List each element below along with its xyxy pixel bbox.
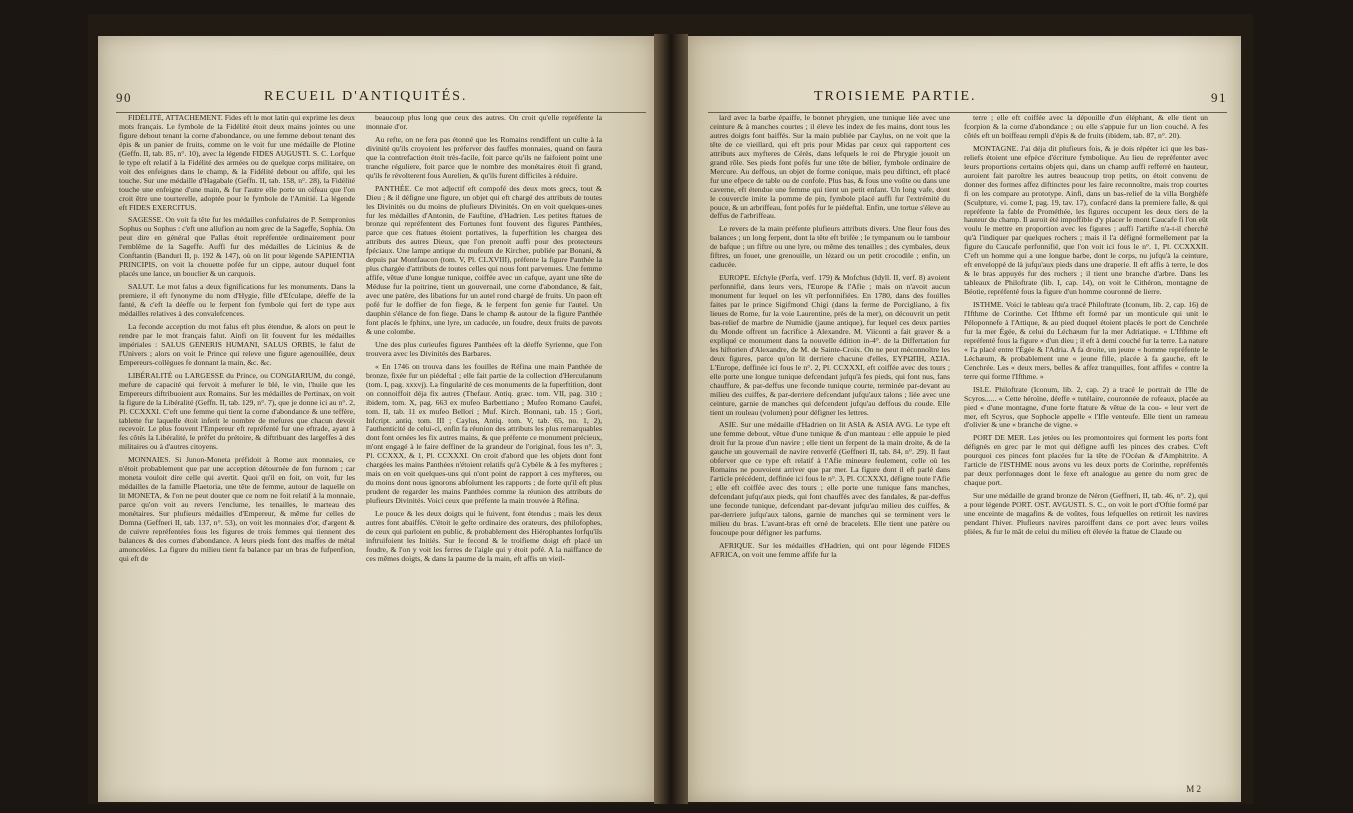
- book-spread: [88, 14, 1253, 804]
- left-page: [98, 36, 654, 802]
- paragraph: FIDÉLITÉ, ATTACHEMENT. Fides eft le mot latin qui exprime les deux mots français. Le fymbole de la Fidélité étoit deux mains jointes ou une figure debout tenant la corne d'abondance, ou une femme debout tenant des épis & un panier de fruits, comme on le voit fur une médaille de Plotine (Geffn. II, tab. 85, n°. 10), avec la légende FIDES AUGUSTI. S. C. Lorfque le type eft relatif à la Fidélité des armées ou de quelque corps militaire, on voit des enfeignes dans le champ, & la Fidélité debout ou affife, qui les touche. Sur une médaille d'Hagabale (Geffn. II, tab. 158, n°. 28), la Fidélité touche une enfeigne d'une main, & fur l'autre elle porte un oifeau que l'on croit être une tourterelle, adoptée pour le fymbole de l'Amitié. La légende eft FIDES EXERCITUS.: [119, 114, 355, 212]
- paragraph: ASIE. Sur une médaille d'Hadrien on lit ASIA & ASIA AVG. Le type eft une femme debout, vêtue d'une tunique & d'un manteau : elle appuie le pied droit fur la proue d'un navire ; elle tient un ferpent de la main droite, & de la gauche un gouvernail de navire renverfé (Geffneri II, tab. 84, n°. 29). Il faut obferver que ce type eft relatif à l'Afie mineure feulement, celle où les Romains ne pouvoient arriver que par mer. La figure dont il eft parlé dans l'article précédent, deffinée ici fous le n°. 3, Pl. CCXXXI, défigne toute l'Afie ; elle eft coiffée avec des tours ; elle porte une tunique fans manches, defcendant jufqu'aux pieds, qui font chauffés avec des fandales, & par-deffus une feconde tunique, defcendant par-devant jufqu'au milieu des cuiffes, & par-derriere jufqu'aux talons, garnie de manches qui se terminent vers le milieu du bras. L'avant-bras eft orné de bracelets. Elle tient une patère ou foucoupe pour défigner les parfums.: [710, 420, 950, 537]
- paragraph: AFRIQUE. Sur les médailles d'Hadrien, qui ont pour légende FIDES AFRICA, on voit une femme affife fur la: [710, 540, 950, 559]
- paragraph: SALUT. Le mot falus a deux fignifications fur les monuments. Dans la premiere, il eft fynonyme du nom d'Hygie, fille d'Efculape, déeffe de la fanté, & c'eft la déeffe ou le ferpent fon fymbole qui fert de type aux médailles relatives à des convalefcences.: [119, 282, 355, 319]
- paragraph: Le revers de la main préfente plufieurs attributs divers. Une fleur fous des balances ; un long ferpent, dont la tête eft brifée ; le tympanum ou le tambour de bafque ; un fiftre ou une lyre, ou même des tenailles ; des cymbales, deux fiftres, un fouet, une grenouille, un lézard ou un petit crocodile ; enfin, un caducée.: [710, 224, 950, 270]
- paragraph: PANTHÉE. Ce mot adjectif eft compofé des deux mots grecs, tout & Dieu ; & il défigne une figure, un objet qui eft chargé des attributs de toutes les Divinités ou du moins de plufieurs Divinités. On en voit quelques-unes fur les médailles d'Antonin, de Fauftine, d'Hadrien. Les petites ftatues de bronze qui repréfentent des Fortunes font fouvent des figures Panthées, parce que ces ftatues étoient portatives, la fuperftition les chargea des attributs des autres Dieux, que l'on prenoit auffi pour des protecteurs fpéciaux. Une lampe antique du mufeum de Kircher, publiée par Bonani, & depuis par Montfaucon (tom. V, Pl. CLXVIII), préfente la figure Panthée la plus chargée d'attributs de toutes celles qui nous font parvenues. Une femme affife, vêtue d'une longue tunique, coiffée avec un cafque, ayant une tête de Méduse fur la poitrine, tient un gouvernail, une corne d'abondance, & fait, avec une patère, des libations fur un autel rond chargé de fruits. Un paon eft pofé fur le doffier de fon fiege, & le ferpent fon genie fur l'autel. Un dauphin s'élance de fon fiege. Dans le champ & autour de la figure Panthée font placés le fphinx, une lyre, un caducée, un foudre, deux fruits de pavots & une colombe.: [366, 183, 602, 336]
- right-page: [688, 36, 1241, 802]
- signature-mark: M 2: [1186, 784, 1201, 794]
- right-column-1: [710, 114, 950, 782]
- paragraph: ISLE. Philoftrate (Iconum, lib. 2, cap. 2) a tracé le portrait de l'Ile de Scyros...... « Cette héroïne, déeffe « tutélaire, couronnée de rofeaux, placée au pied « d'une montagne, d'une forte ftature & vêtue de la cou- « leur vert de mer, eft Scyros, que Sophocle appelle « l'Ifle venteufe. Elle tient un rameau d'olivier & une « branche de vigne. »: [964, 384, 1208, 430]
- left-column-1: [119, 114, 355, 782]
- paragraph: beaucoup plus long que ceux des autres. On croit qu'elle repréfente la monnaie d'or.: [366, 114, 602, 131]
- right-page-number: 91: [1211, 90, 1227, 105]
- paragraph: « En 1746 on trouva dans les fouilles de Réfina une main Panthée de bronze, fixée fur un piédeftal ; elle fait partie de la collection d'Herculanum (tom. I, pag. xxxvj). La fingularité de ces monuments de la fuperftition, dont on connoiffoit déja fix autres (Thefaur. Antiq. græc. tom. VII, pag. 310 ; ibidem, tom. X, pag. 663 ex mufeo Barbettiano ; Mufeo Romano Caufei, tom. II, tab. 11 ex mufeo Bellori ; Muf. Kirch. Bonnani, tab. 15 ; Gori, Infcript. antiq. tom. III ; Caylus, Antiq. tom. V, tab. 65, no. 1, 2), l'authenticité de celui-ci, enfin fa réunion des attributs les plus remarquables dont font ornées les fix autres mains, & que préfente ce monument précieux, m'ont engagé à le faire deffiner de la grandeur de l'original, fous les n°. 3, Pl. CCXXX, & 1, Pl. CCXXXI. On croit d'abord que les objets dont font chargées les mains Panthées n'étoient relatifs qu'à Cybèle & à fes myfteres ; mais on en voit quelques-uns qui n'ont point de rapport à ces myfteres, ou du moins dont nous ignorons abfolument les rapports ; de forte qu'il eft plus prudent de regarder les mains Panthées comme la réunion des attributs de plufieurs Divinités. Voici ceux que préfente la main trouvée à Réfina.: [366, 361, 602, 506]
- paragraph: LIBÉRALITÉ ou LARGESSE du Prince, ou CONGIARIUM, du congé, mefure de capacité qui fervoit à mefurer le blé, le vin, l'huile que les Empereurs diftribuoient aux Romains. Sur les médailles de Pertinax, on voit la figure de la Libéralité (Geffn. II, tab. 129, n°. 7), que je donne ici au n°. 2, Pl. CCXXXI. C'eft une femme qui tient la corne d'abondance & une teffère, tablette fur laquelle étoit inferit le nombre de mefures que chacun devoit recevoir. Le plus fouvent l'Empereur eft repréfenté fur une eftrade, ayant à fes côtés la Libéralité, le préfet du prétoire, & diftribuant des largeffes à des militaires ou à d'autres citoyens.: [119, 370, 355, 452]
- book-gutter: [654, 34, 688, 804]
- left-running-title: RECUEIL D'ANTIQUITÉS.: [264, 89, 468, 104]
- paragraph: lard avec la barbe épaiffe, le bonnet phrygien, une tunique liée avec une ceinture & à manches courtes ; il éleve les index de fes mains, dont tous les autres doigts font baiffés. Sur la main publiée par Caylus, on ne voit que la tête de ce vieillard, qui eft pris pour Midas par ceux qui rapportent ces attributs aux myfteres de Cérès, dans lefquels le roi de Phrygie jouoit un grand rôle. Ses pieds font pofés fur une tête de bélier, fymbole ordinaire de Mercure. Au deffous, un objet de forme conique, mais peu diftinct, eft placé fur une efpece de table ou de confole. Plus bas, & fous une voûte ou dans une caverne, eft étendue une femme qui tient un petit enfant. Un long vafe, dont le couvercle imite la pomme de pin, fymbole placé auffi fur l'extrémité du pouce, & un arbriffeau, font pofés fur le piédeftal. Enfin, une tortue s'éleve au deffus de l'arbriffeau.: [710, 114, 950, 221]
- right-column-2: [964, 114, 1208, 782]
- left-header-rule: [116, 112, 646, 113]
- paragraph: EUROPE. Efchyle (Perfa, verf. 179) & Mofchus (Idyll. II, verf. 8) avoient perfonnifié, dans leurs vers, l'Europe & l'Afie ; mais on n'avoit aucun monument fur lequel on les vît perfonnifiées. En 1780, dans des fouilles faites par le prince Sigifmond Chigi (dans la ferme de Porcigliano, à fix lieues de Rome, fur la voie Laurentine, près de la mer), on découvrit un petit bas-relief de marbre de Numidie (jaune antique), fur lequel ces deux parties du Monde offrent un facrifice à Alexandre. M. Viiconti a fait graver & a expliqué ce monument dans la nouvelle édition in-4°. de la Differtation fur les hiftorien d'Alexandre, de M. de Sainte-Croix. On ne peut méconnoître les deux figures, parce qu'on lit derriere chacune d'elles, EYPΩΠH, AΣIA. L'Europe, deffinée ici fous le n°. 2, Pl. CCXXXI, eft coiffée avec des tours ; elle porte une longue tunique defcendant jufqu'à fes pieds, qui font nus, fans chauffure, & par-deffus une feconde tunique courte, terminée par-devant au milieu des cuiffes, & par-derriere defcendant jufqu'aux talons ; liée avec une ceinture, garnie de manches qui defcendent jufqu'au deffous du coude. Elle tient un rouleau (volumen) pour défigner les lettres.: [710, 273, 950, 417]
- paragraph: ISTHME. Voici le tableau qu'a tracé Philoftrate (Iconum, lib. 2, cap. 16) de l'Ifthme de Corinthe. Cet Ifthme eft formé par un monticule qui unit le Péloponnefe à l'Attique, & au pied duquel étoient placés le port de Cenchrée fur la mer Égée, & celui du Léchæum fur la mer Adriatique. « L'Ifthme eft repréfenté fous la figure « d'un dieu ; il eft à demi couché fur la terre. La nature « l'a placé entre l'Égée & l'Adria. A fa droite, un jeune « homme repréfente le Léchæum, & probablement une « jeune fille, placée à fa gauche, eft le Cenchrée. Les « deux mers, belles & affez tranquilles, font affifes « contre la terre qui forme l'Ifthme. »: [964, 300, 1208, 381]
- paragraph: terre ; elle eft coiffée avec la dépouille d'un éléphant, & elle tient un fcorpion & la corne d'abondance ; ou elle s'appuie fur un lion couché. A fes côtés eft un boiffeau rempli d'épis & de fruits (ibidem, tab. 87, n°. 20).: [964, 114, 1208, 140]
- paragraph: Au refte, on ne fera pas étonné que les Romains rendiffent un culte à la divinité qu'ils croyoient les préferver des fauffes monnaies, quand on faura que la contrefaction étoit très-facile, foit parce qu'ils ne faifoient point une tranche réguliere, foit parce que le nombre des monétaires étoit fi grand, qu'ils fe révolterent fous Aurelien, & qu'ils furent difficiles à réduire.: [366, 134, 602, 180]
- right-running-title: TROISIEME PARTIE.: [814, 89, 977, 104]
- paragraph: SAGESSE. On voit fa tête fur les médailles confulaires de P. Sempronius Sophus ou Sophus : c'eft une allufion au nom grec de la Sageffe, Sophia. On peut dire en général que Pallas étoit repréfentée ordinairement pour l'emblême de la Sageffe. Auffi fur des médailles de Licinius & de Conftantin (Banduri II, p. 192 & 147), où on lit pour légende SAPIENTIA PRINCIPIS, on voit la chouette pofée fur un cippe, autour duquel font placés une lance, un bouclier & un carquois.: [119, 215, 355, 279]
- paragraph: MONNAIES. Si Junon-Moneta préfidoit à Rome aux monnaies, ce n'étoit probablement que par une acception détournée de fon furnom ; car moneta vouloit dire celle qui avertit. Quoi qu'il en foit, on voit, fur les médailles de la famille Plaetoria, une tête de femme, autour de laquelle on lit MONETA, & l'on ne peut douter que ce nom ne foit relatif à la monnaie, parce qu'on voit au revers l'enclume, les tenailles, le marteau des monétaires. Sur plufieurs médailles d'Empereur, & même fur celles de Domna (Geffneri II, tab. 137, n°. 53), on voit les monnaies d'or, d'argent & de cuivre repréfentées fous les figures de trois femmes qui tiennent des balances & des cornes d'abondance. A leurs pieds font des maffes de métal amoncelées. La figure du milieu tient fa balance par un bras de fufpenfion, qui eft de: [119, 455, 355, 563]
- right-page-header: [708, 90, 1227, 112]
- paragraph: Le pouce & les deux doigts qui le fuivent, font étendus ; mais les deux autres font abaiffés. C'étoit le gefte ordinaire des orateurs, des philofophes, de ceux qui parloient en public, & probablement des Hiérophantes lorfqu'ils inftruifoient les Initiés. Sur le fecond & le troifieme doigt eft placé un foudre, & l'on y voit les ferres de l'aigle qui y étoit pofé. A la naiffance de ces mêmes doigts, & dans la paume de la main, eft affis un vieil-: [366, 509, 602, 563]
- right-header-rule: [708, 112, 1227, 113]
- left-column-2: [366, 114, 602, 782]
- paragraph: PORT DE MER. Les jetées ou les promontoires qui forment les ports font défignés en grec par le mot qui défigne auffi les pinces des crabes. C'eft pourquoi ces pinces font placées fur la tête de l'Océan & d'Amphitrite. A l'article de l'ISTHME nous avons vu les deux ports de Corinthe, repréfentés par deux perfonnages dont le fexe eft analogue au genre du nom grec de chaque port.: [964, 433, 1208, 488]
- paragraph: Sur une médaille de grand bronze de Néron (Geffneri, II, tab. 46, n°. 2), qui a pour légende PORT. OST. AVGUSTI. S. C., on voit le port d'Oftie formé par une enceinte de magafins & de voûtes, fous lefquelles on retiroit les navires pendant l'hiver. Plufieurs navires paroiffent dans ce port avec leurs voiles pliées, & fur le mât de celui du milieu eft élevée la ftatue de Claude ou: [964, 491, 1208, 536]
- left-page-number: 90: [116, 90, 132, 105]
- left-page-header: [116, 90, 646, 112]
- paragraph: MONTAGNE. J'ai déja dit plufieurs fois, & je dois répéter ici que les bas-reliefs étoient une efpèce d'écriture fymbolique. Au lieu de repréfenter avec leurs proportions certains objets qui, dans un champ auffi refferré en hauteur, auroient fait paroître les autres beaucoup trop petits, on étoit convenu de donner des formes affez diftinctes pour les faire reconnoître, mais trop courtes fi on les compare au prototype. Ainfi, dans un bas-relief de la villa Borghèfe (Sculpture, vi. come I, pag. 19, tav. 17), confacré dans la premiere falle, & qui repréfente la fable de Prométhée, les figures occupent les deux tiers de la hauteur du champ. Il auroit été impoffible d'y placer le mont Caucafe fi l'on eût voulu le mettre en proportion avec les figures ; auffi l'artifte n'a-t-il cherché qu'à l'indiquer par quelques rochers ; mais il l'a défigné formellement par la figure du Caucafe perfonnifié, que l'on voit ici fous le n°. 1, Pl. CCXXXII. C'eft un homme qui a une longue barbe, dont le corps, nu jufqu'à la ceinture, eft enveloppé de là jufqu'aux pieds dans une draperie. Il eft affis à terre, le dos & le bras appuyés fur des rochers ; il tient une branche d'arbre. Dans les tableaux de Philoftrate (lib. I, cap. 14), on voit le Cithéron, montagne de Béotie, repréfenté fous la figure d'un homme couronné de lierre.: [964, 143, 1208, 297]
- paragraph: Une des plus curieufes figures Panthées eft la déeffe Syrienne, que l'on trouvera avec les Divinités des Barbares.: [366, 339, 602, 358]
- paragraph: La feconde acception du mot falus eft plus étendue, & alors on peut le rendre par le mot français falut. Ainfi on lit fouvent fur les médailles impériales : SALUS GENERIS HUMANI, SALUS ORBIS, le falut de l'Univers ; alors on voit le Prince qui releve une figure agenouillée, deux Empereurs-collègues fe donnant la main, &c. &c.: [119, 321, 355, 367]
